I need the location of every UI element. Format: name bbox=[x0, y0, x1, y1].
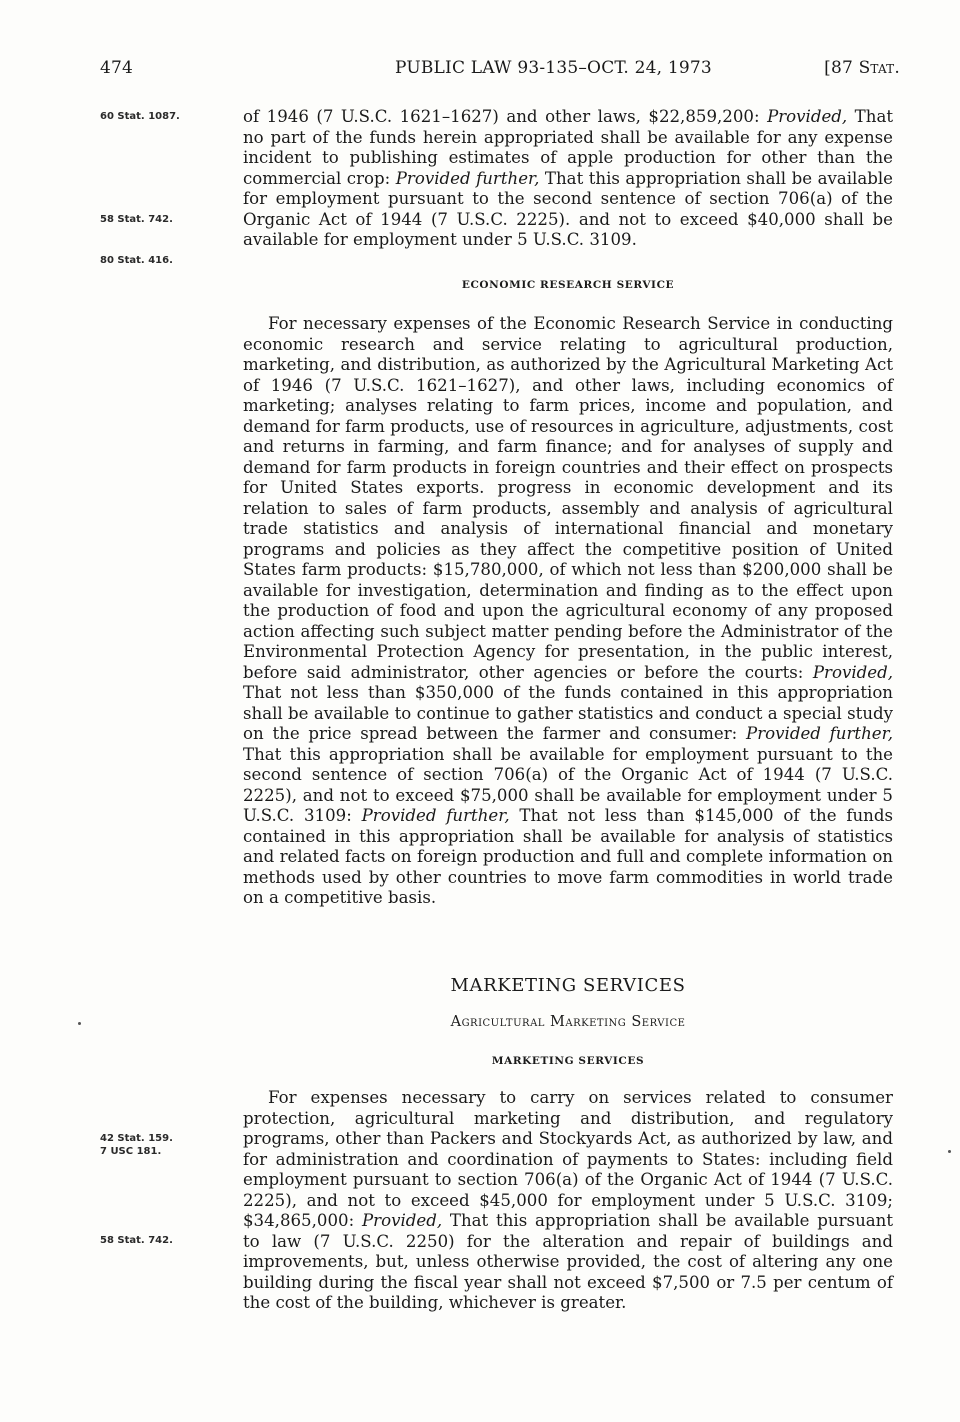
page-title: PUBLIC LAW 93-135–OCT. 24, 1973 bbox=[395, 58, 712, 78]
proviso: Provided further, bbox=[746, 724, 893, 743]
text-run: That this appropriation shall be available for employment pursuant to the second sentence of section 706(a) of the Organic Act of 1944 (7 U.S.C. 2225). and not to exceed $40,000 shall be available for employment under 5 U.S.C. 3109. bbox=[243, 168, 893, 249]
text-run: That this appropriation shall be available pursuant to law (7 U.S.C. 2250) for the alteration and repair of buildings and improvements, but, unless otherwise provided, the cost of altering any one building during the fiscal year shall not exceed $7,500 or 7.5 per centum of the cost of the building, whichever is greater. bbox=[243, 1211, 894, 1312]
scan-mark bbox=[948, 1150, 951, 1153]
text-run: That this appropriation shall be available for employment pursuant to the second sentence of section 706(a) of the Organic Act of 1944 (7 U.S.C. 2225), and not to exceed $75,000 shall be available for employment under 5 U.S.C. 3109: bbox=[243, 744, 893, 825]
marketing-services-heading: MARKETING SERVICES bbox=[450, 975, 686, 996]
margin-note-line: 42 Stat. 159. bbox=[100, 1133, 173, 1144]
scan-mark bbox=[78, 1022, 81, 1025]
ers-paragraph bbox=[243, 314, 893, 909]
ams-heading: Agricultural Marketing Service bbox=[450, 1014, 686, 1030]
running-header bbox=[100, 58, 900, 90]
text-run: For expenses necessary to carry on services related to consumer protection, agricultural marketing and distribution, and regulatory programs, other than Packers and Stockyards Act, as authorized by law, and for administration and coordination of payments to States: including field employment pursuant to section 706(a) of the Organic Act of 1944 (7 U.S.C. 2225), and not to exceed $45,000 for employment under 5 U.S.C. 3109; $34,865,000: bbox=[243, 1088, 893, 1230]
statute-reference-word: Stat. bbox=[858, 58, 900, 78]
margin-note: 58 Stat. 742. bbox=[100, 1235, 173, 1246]
margin-note-line: 7 USC 181. bbox=[100, 1146, 162, 1157]
text-run: of 1946 (7 U.S.C. 1621–1627) and other laws, $22,859,200: bbox=[243, 107, 768, 126]
text-run: That not less than $350,000 of the funds contained in this appropriation shall be available to continue to gather statistics and conduct a special study on the price spread between the farmer and consumer: bbox=[243, 683, 893, 743]
statute-reference-prefix: [87 bbox=[824, 58, 859, 78]
page-number: 474 bbox=[100, 58, 134, 78]
ams-paragraph bbox=[243, 1088, 893, 1314]
margin-note bbox=[100, 1132, 230, 1158]
proviso: Provided further, bbox=[395, 168, 540, 188]
proviso: Provided, bbox=[361, 1211, 443, 1230]
margin-note: 58 Stat. 742. bbox=[100, 214, 173, 225]
marketing-services-subheading: MARKETING SERVICES bbox=[491, 1055, 645, 1067]
proviso: Provided further, bbox=[361, 806, 510, 825]
margin-note: 60 Stat. 1087. bbox=[100, 111, 180, 122]
proviso: Provided, bbox=[812, 662, 893, 682]
text-run: That no part of the funds herein appropriated shall be available for any expense incident to publishing estimates of apple production for other than the commercial crop: bbox=[243, 107, 894, 188]
statute-reference bbox=[824, 58, 900, 78]
text-run: For necessary expenses of the Economic Research Service in conducting economic research and service relating to agricultural production, marketing, and distribution, as authorized by the Agricultural Marketing Act of 1946 (7 U.S.C. 1621–1627), and other laws, including economics of marketing; analyses relating to farm prices, income and population, and demand for farm products, use of resources in agriculture, adjustments, cost and returns in farming, and farm finance; and for analyses of supply and demand for farm products in foreign countries and their effect on prospects for United States exports. progress in economic development and its relation to sales of farm products, assembly and analysis of agricultural trade statistics and analysis of international financial and monetary programs and policies as they affect the competitive position of United States farm products: $15,780,000, of which not less than $200,000 shall be available for investigation, determination and finding as to the effect upon the production of food and upon the agricultural economy of any proposed action affecting such subject matter pending before the Administrator of the Environmental Protection Agency for presentation, in the public interest, before said administrator, other agencies or before the courts: bbox=[243, 314, 893, 682]
text-run: That not less than $145,000 of the funds contained in this appropriation shall be available for analysis of statistics and related facts on foreign production and full and complete information on methods used by other countries to move farm commodities in world trade on a competitive basis. bbox=[243, 806, 893, 907]
proviso: Provided, bbox=[767, 107, 848, 126]
ers-heading: ECONOMIC RESEARCH SERVICE bbox=[461, 279, 675, 291]
margin-note: 80 Stat. 416. bbox=[100, 255, 173, 266]
paragraph-continued bbox=[243, 107, 893, 251]
